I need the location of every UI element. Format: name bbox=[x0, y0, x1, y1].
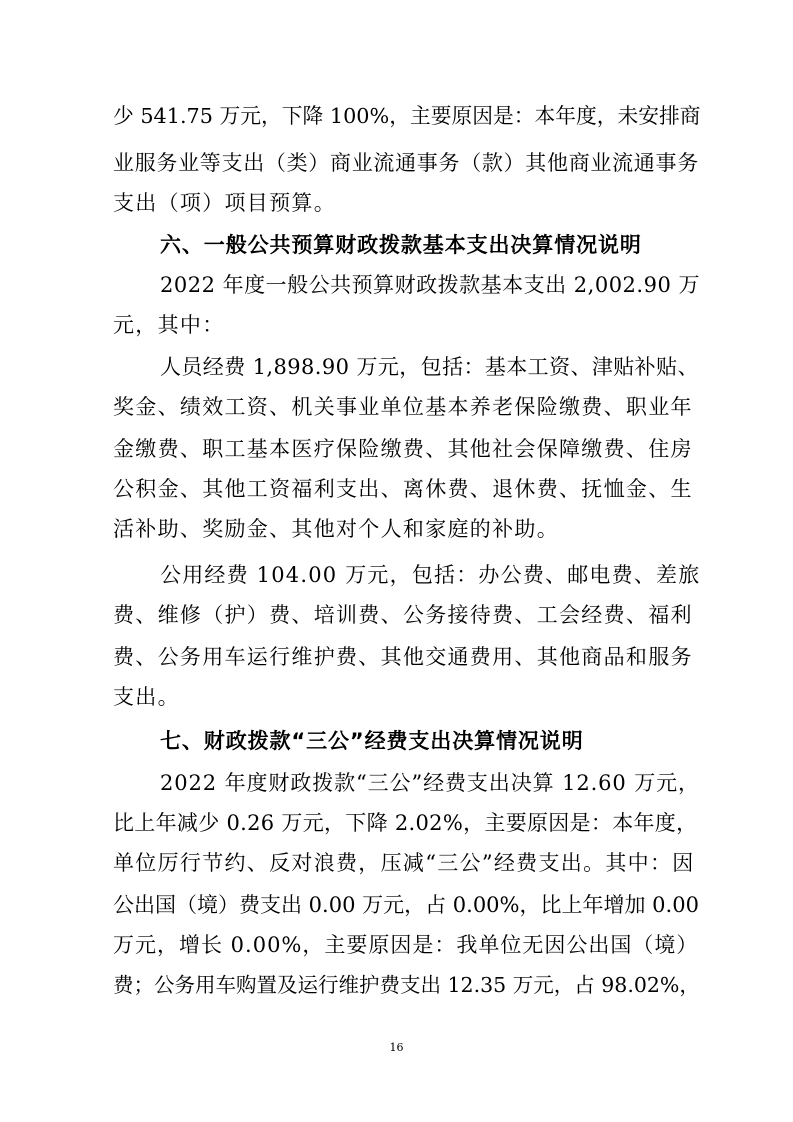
page-number: 16 bbox=[389, 1041, 404, 1054]
body-text-line: 比上年减少 0.26 万元，下降 2.02%，主要原因是：本年度， bbox=[113, 811, 698, 835]
body-text-line: 万元，增长 0.00%，主要原因是：我单位无因公出国（境） bbox=[113, 933, 699, 957]
body-text-line: 费；公务用车购置及运行维护费支出 12.35 万元，占 98.02%， bbox=[113, 973, 700, 997]
body-text-line: 支出。 bbox=[113, 685, 180, 709]
body-text-line: 支出（项）项目预算。 bbox=[113, 191, 336, 215]
body-text-line: 业服务业等支出（类）商业流通事务（款）其他商业流通事务 bbox=[113, 151, 699, 175]
body-text-line: 2022 年度财政拨款“三公”经费支出决算 12.60 万元， bbox=[160, 771, 700, 795]
body-text-line: 活补助、奖励金、其他对个人和家庭的补助。 bbox=[113, 517, 559, 541]
body-text-line: 公出国（境）费支出 0.00 万元，占 0.00%，比上年增加 0.00 bbox=[113, 893, 699, 917]
body-text-line: 公积金、其他工资福利支出、离休费、退休费、抚恤金、生 bbox=[113, 477, 693, 501]
section-heading: 六、一般公共预算财政拨款基本支出决算情况说明 bbox=[160, 233, 642, 257]
body-text-line: 2022 年度一般公共预算财政拨款基本支出 2,002.90 万 bbox=[160, 273, 700, 297]
body-text-line: 费、公务用车运行维护费、其他交通费用、其他商品和服务 bbox=[113, 645, 693, 669]
body-text-line: 奖金、绩效工资、机关事业单位基本养老保险缴费、职业年 bbox=[113, 395, 693, 419]
body-text-line: 公用经费 104.00 万元，包括：办公费、邮电费、差旅 bbox=[160, 563, 701, 587]
body-text-line: 金缴费、职工基本医疗保险缴费、其他社会保障缴费、住房 bbox=[113, 437, 693, 461]
body-text-line: 人员经费 1,898.90 万元，包括：基本工资、津贴补贴、 bbox=[160, 355, 699, 379]
body-text-line: 元，其中： bbox=[113, 313, 225, 337]
body-text-line: 费、维修（护）费、培训费、公务接待费、工会经费、福利 bbox=[113, 603, 693, 627]
body-text-line: 单位厉行节约、反对浪费，压减“三公”经费支出。其中：因 bbox=[113, 851, 695, 875]
section-heading: 七、财政拨款“三公”经费支出决算情况说明 bbox=[160, 729, 584, 753]
body-text-line: 少 541.75 万元，下降 100%，主要原因是：本年度，未安排商 bbox=[113, 104, 701, 128]
